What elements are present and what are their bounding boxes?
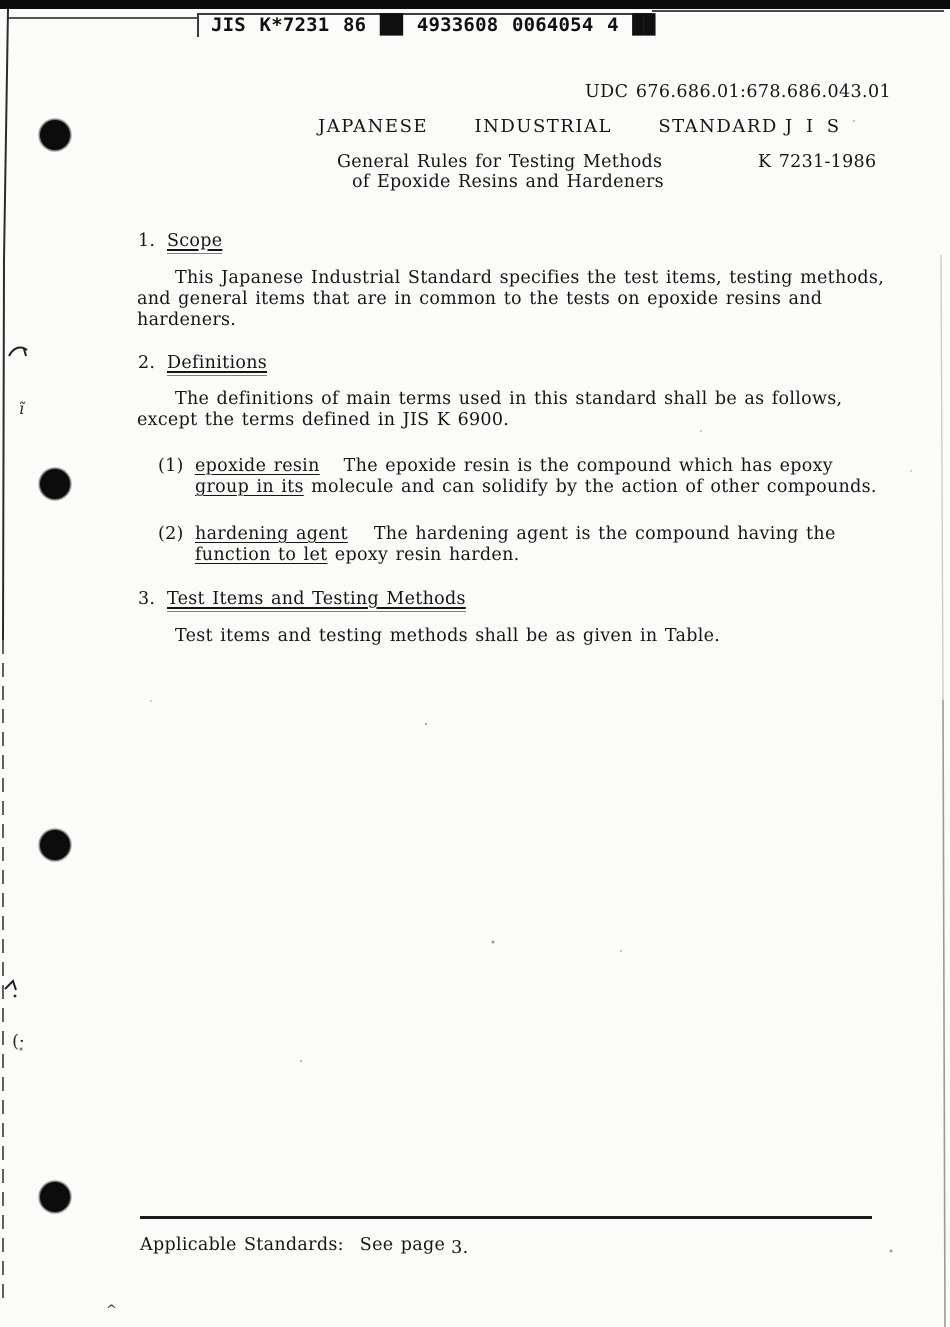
- binding-hole: [40, 469, 70, 499]
- document-title-line2: of Epoxide Resins and Hardeners: [352, 172, 664, 192]
- section-number: 1.: [138, 231, 156, 251]
- pencil-mark-5: ^: [106, 1303, 117, 1318]
- item-text-underlined: function to let: [195, 545, 328, 565]
- scan-edge-left: [3, 9, 8, 640]
- body-line: and general items that are in common to the tests on epoxide resins and: [137, 289, 823, 309]
- standard-label: JAPANESE INDUSTRIAL STANDARD: [318, 116, 778, 137]
- document-title-line1: General Rules for Testing Methods: [337, 152, 663, 172]
- binding-hole: [40, 1182, 70, 1212]
- footer-label: Applicable Standards:: [140, 1235, 344, 1255]
- pencil-mark-1: [9, 348, 27, 356]
- scan-header-block-icon: ██: [632, 14, 656, 36]
- binding-hole: [40, 830, 70, 860]
- item-line: [195, 545, 520, 566]
- scan-header-standard-id: JIS K*7231 86: [211, 14, 367, 36]
- header-box-tail-line: [652, 10, 944, 12]
- section-number: 3.: [138, 589, 156, 609]
- footer-note: [140, 1235, 468, 1256]
- item-number: (1): [158, 456, 184, 476]
- item-number: (2): [158, 524, 184, 544]
- item-text: epoxy resin harden.: [327, 545, 520, 565]
- footer-rule: [140, 1216, 872, 1219]
- item-text: The epoxide resin is the compound which has epoxy: [343, 456, 833, 476]
- scan-header-code: [211, 15, 656, 36]
- item-text: The hardening agent is the compound having the: [373, 524, 836, 544]
- body-line: hardeners.: [137, 310, 237, 330]
- udc-number: UDC 676.686.01:678.686.043.01: [585, 82, 892, 102]
- binding-hole: [40, 120, 70, 150]
- scan-edge-right-lower: [943, 700, 945, 1327]
- section-heading: Scope: [167, 231, 222, 252]
- jis-mark: J I S: [785, 116, 842, 137]
- body-line: except the terms defined in JIS K 6900.: [137, 410, 510, 430]
- section-heading: Definitions: [167, 353, 267, 374]
- scan-edge-right-upper: [941, 255, 943, 700]
- footer-page-number: 3.: [451, 1238, 469, 1258]
- body-line: The definitions of main terms used in this standard shall be as follows,: [175, 389, 843, 409]
- header-box-left: [197, 13, 199, 37]
- standard-number: K 7231-1986: [758, 152, 877, 172]
- body-line: This Japanese Industrial Standard specifies the test items, testing methods,: [175, 268, 885, 288]
- scan-header-block-icon: ██: [379, 14, 404, 36]
- scan-top-bar: [0, 0, 950, 9]
- body-line: Test items and testing methods shall be as given in Table.: [175, 626, 721, 646]
- section-number: 2.: [138, 353, 156, 373]
- pencil-mark-4: (·: [12, 1031, 25, 1052]
- item-text: molecule and can solidify by the action of other compounds.: [303, 477, 877, 497]
- defined-term: hardening agent: [195, 524, 348, 544]
- pencil-mark-3-dot: [14, 995, 17, 998]
- section-heading: Test Items and Testing Methods: [167, 589, 466, 610]
- item-line: [195, 524, 836, 545]
- item-line: [195, 456, 833, 477]
- header-frame-line: [7, 17, 197, 19]
- pencil-mark-3: [5, 981, 16, 990]
- scan-header-serial: 4933608 0064054 4: [416, 14, 619, 36]
- footer-see-text: See page: [359, 1235, 446, 1255]
- scan-specks: [425, 723, 427, 725]
- pencil-mark-2: ĩ: [19, 399, 25, 418]
- item-text-underlined: group in its: [195, 477, 304, 497]
- item-line: [195, 477, 877, 498]
- defined-term: epoxide resin: [195, 456, 320, 476]
